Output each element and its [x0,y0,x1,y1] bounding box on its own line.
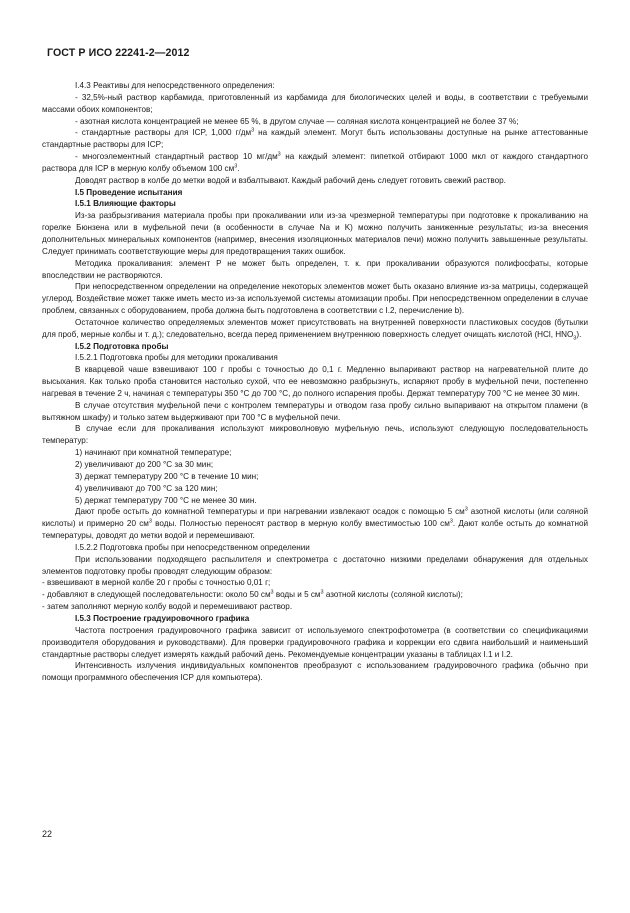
text-run: Из-за разбрызгивания материала пробы при прокаливании или из-за чрезмерной температуры при подготовке к прокаливанию на горелке Бюнзена или в муфельной печи (в особенности в случае Na и K) можно получить заниженные результаты; из-за внесения дополнительных минеральных компонентов (например, внесения изоляционных материалов печи) можно получить завышенные результаты. Следует принимать соответствующие меры для предотвращения таких ошибок. [42,211,588,256]
section-heading [42,341,588,353]
paragraph [42,447,588,459]
paragraph [42,459,588,471]
text-run: азотной кислоты (или соляной кислоты) и примерно 20 см [42,507,588,529]
text-run: - затем заполняют мерную колбу водой и перемешивают раствор. [42,602,293,612]
paragraph [42,483,588,495]
text-run: При непосредственном определении на определение некоторых элементов может быть оказано влияние из-за матрицы, содержащей углерод. Воздействие может также иметь место из-за используемой системы атомизации пробы. При непосредственном определении в случае проблем, связанных с оборудованием, проба должна быть подготовлена в соответствии с I.2, перечисление b). [42,282,588,316]
paragraph [42,281,588,317]
paragraph [42,352,588,364]
text-run: Доводят раствор в колбе до метки водой и взбалтывают. Каждый рабочий день следует готовить свежий раствор. [75,175,506,185]
text-run: Остаточное количество определяемых элементов может присутствовать на внутренней поверхности пластиковых сосудов (бутылки для проб, мерные колбы и т. д.); следовательно, всегда перед применением внутреннюю поверхность следует очищать кислотой (HCl, HNO [42,317,588,339]
text-run: I.5.2 Подготовка пробы [75,341,169,351]
text-run: - взвешивают в мерной колбе 20 г пробы с точностью 0,01 г; [42,578,271,588]
section-heading [42,198,588,210]
paragraph [42,506,588,542]
text-run: Дают пробе остыть до комнатной температуры и при нагревании извлекают осадок с помощью 5 см [75,507,465,517]
subscript: 3 [573,335,577,342]
supscript: 3 [277,151,281,158]
text-run: Методика прокаливания: элемент P не может быть определен, т. к. при прокаливании образуются полифосфаты, которые впоследствии не растворяются. [42,258,588,280]
paragraph [42,471,588,483]
page-header: ГОСТ Р ИСО 22241-2—2012 [47,47,190,59]
text-run: - добавляют в следующей последовательности: около 50 см [42,590,271,600]
paragraph [42,364,588,400]
paragraph [42,554,588,578]
text-run: В случае если для прокаливания используют микроволновую муфельную печь, используют следующую последовательность температур: [42,424,588,446]
paragraph [42,601,588,613]
text-run: - многоэлементный стандартный раствор 10 мг/дм [75,152,278,162]
text-run: Частота построения градуировочного графика зависит от используемого спектрофотометра (в соответствии со спецификациями производителя оборудования и руководствами). Для проверки градуировочного графика и коррекции его сдвига наибольший и наименьший стандартные растворы следует измерять каждый рабочий день. Рекомендуемые концентрации указаны в таблицах I.1 и I.2. [42,625,588,659]
paragraph [42,80,588,92]
supscript: 3 [148,518,152,525]
paragraph [42,589,588,601]
paragraph [42,660,588,684]
text-run: на каждый элемент. Могут быть использованы доступные на рынке аттестованные стандартные растворы для ICP; [42,128,588,150]
paragraph [42,577,588,589]
text-run: В случае отсутствия муфельной печи с контролем температуры и отводом газа пробу сильно выпаривают на открытом пламени (в вытяжном шкафу) и только затем выдерживают при 700 °С в муфельной печи. [42,400,588,422]
text-run: В кварцевой чаше взвешивают 100 г пробы с точностью до 0,1 г. Медленно выпаривают раствор на нагревательной плите до высыхания. Как только проба становится настолько сухой, что ее невозможно разбрызнуть, испаряют пробу в муфельной печи, постепенно нагревая в течение 2 ч, начиная с температуры 350 °С до 700 °С, до полного испарения пробы. Держат температуру 700 °С не менее 30 мин. [42,365,588,398]
supscript: 3 [251,127,255,134]
text-run: 3) держат температуру 200 °С в течение 10 мин; [75,471,259,481]
text-run: I.5.3 Построение градуировочного графика [75,613,250,623]
paragraph [42,116,588,128]
text-run: воды и 5 см [273,590,321,600]
text-run: . [237,163,240,173]
text-run: - стандартные растворы для ICP, 1,000 г/дм [75,128,252,138]
paragraph [42,92,588,116]
text-run: I.4.3 Реактивы для непосредственного определения: [75,81,275,90]
text-run: I.5.2.2 Подготовка пробы при непосредственном определении [75,542,310,552]
page-number: 22 [42,829,53,839]
text-run: 1) начинают при комнатной температуре; [75,448,232,458]
paragraph [42,317,588,341]
paragraph [42,400,588,424]
supscript: 3 [464,506,468,513]
document-body [42,80,588,684]
paragraph [42,423,588,447]
text-run: 5) держат температуру 700 °С не менее 30 мин. [75,495,257,505]
paragraph [42,127,588,151]
text-run: на каждый элемент: пипеткой отбирают 1000 мкл от каждого стандартного раствора для ICP в мерную колбу объемом 100 см [42,152,589,173]
paragraph [42,151,588,175]
text-run: азотной кислоты (соляной кислоты); [323,590,463,600]
text-run: Интенсивность излучения индивидуальных компонентов преобразуют с использованием градуировочного графика (обычно при помощи программного обеспечения ICP для компьютера). [42,661,588,683]
supscript: 3 [449,518,453,525]
paragraph [42,542,588,554]
text-run: . Дают колбе остыть до комнатной температуры, доводят до метки водой и перемешивают. [42,519,588,541]
text-run: - 32,5%-ный раствор карбамида, приготовленный из карбамида для биологических целей и воды, в соответствии с требуемыми массами обоих компонентов; [42,92,588,114]
paragraph [42,210,588,257]
text-run: I.5.2.1 Подготовка пробы для методики прокаливания [75,353,278,363]
supscript: 3 [320,589,324,596]
text-run: I.5.1 Влияющие факторы [75,199,176,209]
paragraph [42,495,588,507]
text-run: I.5 Проведение испытания [75,187,183,197]
text-run: - азотная кислота концентрацией не менее 65 %, в другом случае — соляная кислота концентрацией не более 37 %; [75,116,519,126]
supscript: 3 [234,163,238,170]
section-heading [42,613,588,625]
text-run: 2) увеличивают до 200 °С за 30 мин; [75,460,214,469]
paragraph [42,625,588,661]
text-run: ). [576,329,582,339]
paragraph [42,175,588,187]
paragraph [42,258,588,282]
supscript: 3 [270,589,274,596]
section-heading [42,187,588,199]
text-run: При использовании подходящего распылителя и спектрометра с достаточно низкими пределами обнаружения для отдельных элементов подготовку пробы проводят следующим образом: [42,554,588,576]
text-run: 4) увеличивают до 700 °С за 120 мин; [75,483,218,493]
text-run: воды. Полностью переносят раствор в мерную колбу вместимостью 100 см [151,519,450,529]
